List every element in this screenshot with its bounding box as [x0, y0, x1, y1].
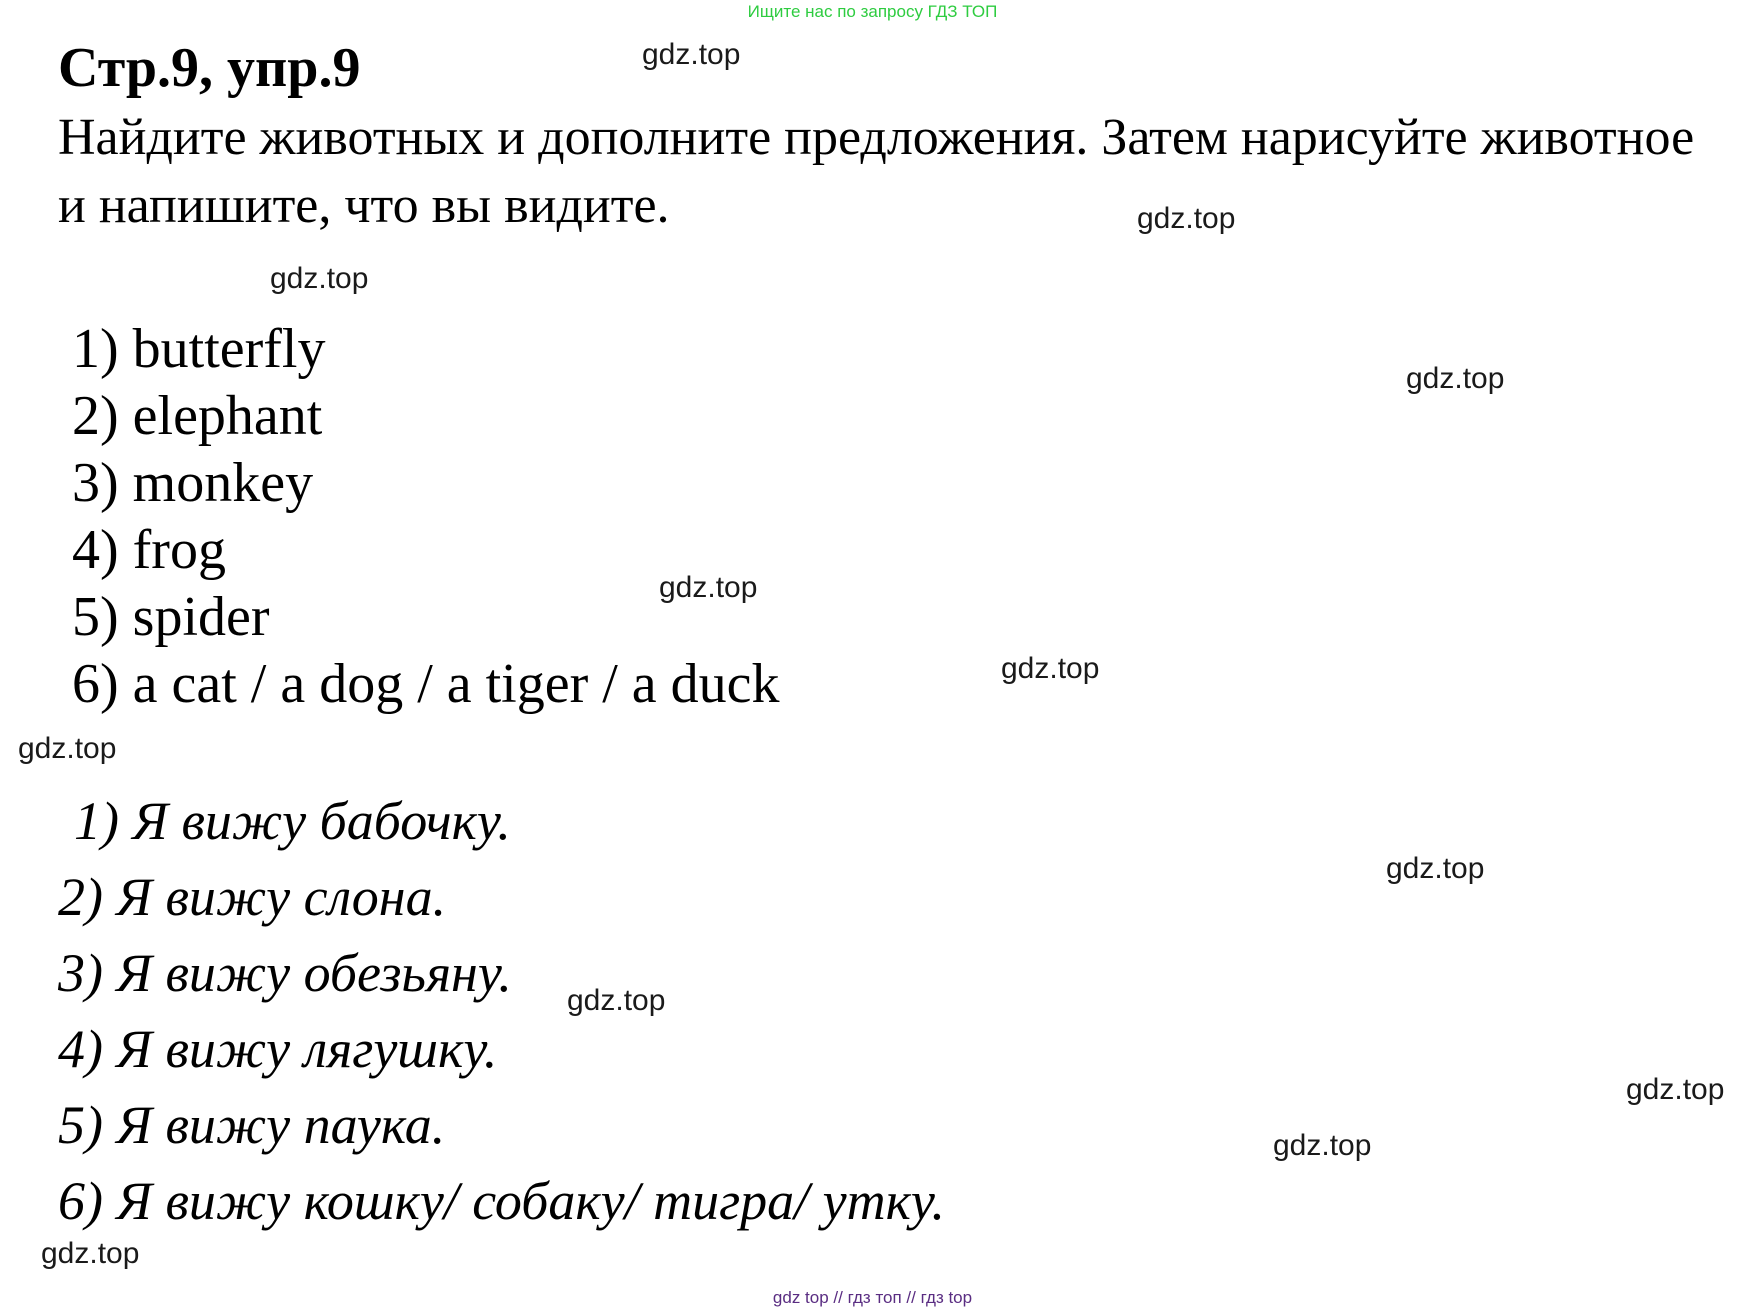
footer-watermark: gdz top // гдз топ // гдз top	[772, 1288, 973, 1307]
answer-en-item: 1) butterfly	[72, 318, 326, 380]
watermark: gdz.top	[659, 571, 758, 604]
page-title: Стр.9, упр.9	[58, 37, 361, 99]
watermark: gdz.top	[1626, 1073, 1725, 1106]
answer-en-item: 4) frog	[72, 519, 226, 581]
answer-ru-item: 6) Я вижу кошку/ собаку/ тигра/ утку.	[58, 1171, 945, 1231]
exercise-instruction: Найдите животных и дополните предложения. Затем нарисуйте животное и напишите, что вы видите.	[58, 109, 1695, 234]
watermark: gdz.top	[1273, 1129, 1372, 1162]
answer-ru-item: 2) Я вижу слона.	[58, 867, 447, 927]
answer-ru-item: 4) Я вижу лягушку.	[58, 1019, 498, 1079]
answer-en-item: 3) monkey	[72, 452, 314, 514]
answers-english-list	[72, 316, 780, 718]
answer-ru-item: 3) Я вижу обезьяну.	[58, 943, 512, 1003]
answer-en-item: 2) elephant	[72, 385, 323, 447]
top-banner: Ищите нас по запросу ГДЗ ТОП	[747, 2, 998, 21]
watermark: gdz.top	[567, 984, 666, 1017]
watermark: gdz.top	[1001, 652, 1100, 685]
watermark: gdz.top	[18, 732, 117, 765]
answer-ru-item: 5) Я вижу паука.	[58, 1095, 446, 1155]
watermark: gdz.top	[1137, 202, 1236, 235]
watermark: gdz.top	[270, 262, 369, 295]
watermark: gdz.top	[1406, 362, 1505, 395]
watermark: gdz.top	[1386, 852, 1485, 885]
answer-en-item: 6) a cat / a dog / a tiger / a duck	[72, 653, 780, 715]
watermark: gdz.top	[41, 1237, 140, 1270]
watermark: gdz.top	[642, 38, 741, 71]
answer-en-item: 5) spider	[72, 586, 270, 648]
answers-russian-list	[58, 783, 945, 1239]
answer-ru-item: 1) Я вижу бабочку.	[74, 791, 511, 851]
